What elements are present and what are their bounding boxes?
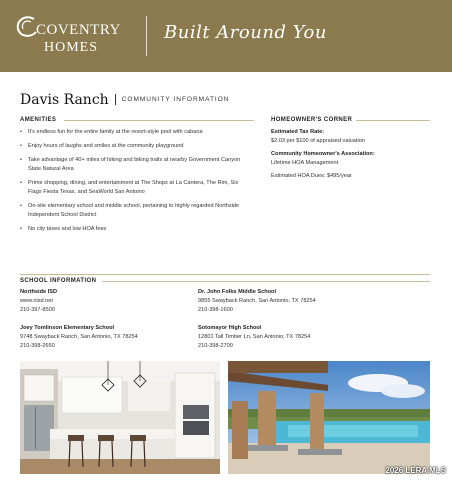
brand-tagline: Built Around You [164, 22, 327, 43]
pool-photo [228, 361, 430, 474]
amenities-rule [64, 120, 254, 121]
list-item: • No city taxes and low HOA fees [20, 225, 252, 234]
mls-watermark: 2026 LERA MLS [385, 466, 446, 475]
school-address: 9855 Swayback Ranch, San Antonio, TX 78254 [198, 298, 316, 304]
amenities-heading: AMENITIES [20, 117, 57, 123]
school-folks-middle [198, 288, 388, 315]
page-title: Davis Ranch [20, 91, 109, 108]
school-heading: SCHOOL INFORMATION [20, 278, 97, 284]
school-phone: 210-397-8500 [20, 307, 55, 313]
tax-rate-value: $2.03 per $100 of appraised valuation [271, 138, 365, 144]
list-item: • It's endless fun for the entire family at the resort-style pool with cabana [20, 128, 252, 137]
homeowners-corner [271, 128, 431, 185]
school-top-rule [20, 274, 430, 275]
tax-rate-label: Estimated Tax Rate: [271, 129, 325, 135]
homeowners-rule [356, 120, 430, 121]
banner-divider [146, 16, 147, 56]
hoa-dues: Estimated HOA Dues: $495/year [271, 173, 352, 179]
page-subtitle: COMMUNITY INFORMATION [121, 96, 230, 104]
hoa-value: Lifetime HOA Management [271, 160, 339, 166]
school-website[interactable]: www.nisd.net [20, 298, 53, 304]
coventry-logo [14, 14, 126, 58]
school-phone: 210-398-2650 [20, 343, 55, 349]
school-name: Joey Tomlinson Elementary School [20, 325, 115, 331]
logo-text-coventry: COVENTRY [36, 22, 121, 38]
school-northside-isd [20, 288, 210, 315]
school-rule [102, 281, 430, 282]
title-separator [115, 94, 116, 105]
school-sotomayor-high [198, 324, 388, 351]
brand-banner [0, 0, 452, 72]
school-name: Dr. John Folks Middle School [198, 289, 277, 295]
list-item: • Prime shopping, dining, and entertainment at The Shops at La Cantera, The Rim, Six Flags Fiesta Texas, and SeaWorld San Antonio [20, 179, 252, 197]
school-address: 12801 Tall Timber Ln, San Antonio, TX 78254 [198, 334, 311, 340]
homeowners-heading: HOMEOWNER'S CORNER [271, 117, 353, 123]
list-item: • Enjoy hours of laughs and smiles at the community playground [20, 142, 252, 151]
school-name: Northside ISD [20, 289, 57, 295]
logo-text-homes: HOMES [44, 40, 99, 55]
list-item: • On-site elementary school and middle school, pertaining to highly regarded Northside Independent School District [20, 202, 252, 220]
school-phone: 210-398-2700 [198, 343, 233, 349]
school-tomlinson-elementary [20, 324, 210, 351]
list-item: • Take advantage of 40+ miles of hiking and biking trails at nearby Government Canyon State Natural Area [20, 156, 252, 174]
school-address: 9748 Swayback Ranch, San Antonio, TX 78254 [20, 334, 138, 340]
page-title-row [20, 91, 229, 111]
school-name: Sotomayor High School [198, 325, 262, 331]
kitchen-photo [20, 361, 220, 474]
school-phone: 210-398-1600 [198, 307, 233, 313]
amenities-list [20, 128, 252, 239]
hoa-label: Community Homeowner's Association: [271, 151, 375, 157]
